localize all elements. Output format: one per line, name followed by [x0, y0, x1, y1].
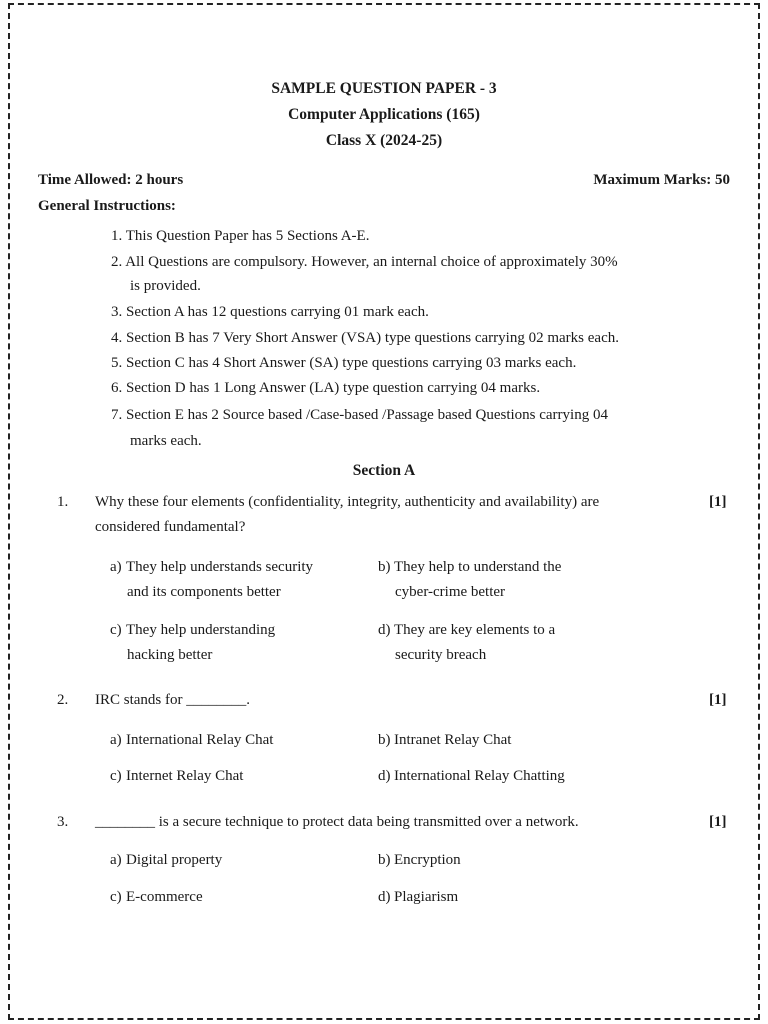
instruction-text: This Question Paper has 5 Sections A-E.	[125, 228, 370, 244]
option-letter: b)	[378, 732, 391, 748]
answer-option[interactable]	[110, 764, 243, 789]
instruction-number: 5.	[111, 355, 123, 371]
paper-subject: Computer Applications (165)	[288, 106, 480, 123]
question-text: ________ is a secure technique to protect data being transmitted over a network.	[95, 814, 579, 830]
option-text: Plagiarism	[394, 889, 459, 905]
instruction-item	[111, 330, 619, 347]
answer-option[interactable]	[378, 618, 555, 668]
option-letter: c)	[110, 768, 122, 784]
instruction-text: Section D has 1 Long Answer (LA) type question carrying 04 marks.	[126, 380, 541, 396]
option-text-continued: cyber-crime better	[395, 584, 506, 600]
answer-option[interactable]	[110, 728, 273, 753]
question-number: 3.	[57, 814, 69, 830]
instruction-number: 6.	[111, 380, 123, 396]
answer-option[interactable]	[378, 728, 511, 753]
option-text: They are key elements to a	[394, 622, 556, 638]
question-number: 2.	[57, 692, 69, 708]
answer-option[interactable]	[378, 555, 561, 605]
option-text: They help understands security	[126, 559, 314, 575]
instruction-number: 7.	[111, 407, 123, 423]
instruction-item	[111, 304, 429, 321]
answer-option[interactable]	[110, 555, 313, 605]
instruction-text-continued: is provided.	[130, 278, 201, 294]
option-text-continued: and its components better	[127, 584, 281, 600]
option-text: E-commerce	[126, 889, 203, 905]
option-letter: d)	[378, 889, 391, 905]
dashed-border-bottom	[8, 1018, 760, 1020]
answer-option[interactable]	[378, 764, 565, 789]
instruction-item	[111, 355, 576, 372]
instruction-item	[111, 254, 618, 271]
option-letter: d)	[378, 768, 391, 784]
option-letter: d)	[378, 622, 391, 638]
option-letter: a)	[110, 559, 122, 575]
answer-option[interactable]	[378, 848, 461, 873]
instruction-text: Section E has 2 Source based /Case-based /Passage based Questions carrying 04	[126, 407, 608, 423]
instruction-item	[111, 407, 608, 424]
option-text-continued: hacking better	[127, 647, 213, 663]
dashed-border-right	[758, 3, 760, 1020]
dashed-border-left	[8, 3, 10, 1020]
option-text: International Relay Chatting	[394, 768, 565, 784]
maximum-marks: Maximum Marks: 50	[593, 172, 730, 188]
option-letter: b)	[378, 559, 391, 575]
instruction-number: 4.	[111, 330, 123, 346]
answer-option[interactable]	[110, 885, 203, 910]
question-text: IRC stands for ________.	[95, 692, 250, 708]
paper-class-year: Class X (2024-25)	[325, 132, 443, 149]
instruction-text: Section C has 4 Short Answer (SA) type questions carrying 03 marks each.	[126, 355, 577, 371]
option-text: They help to understand the	[394, 559, 562, 575]
option-text: Internet Relay Chat	[126, 768, 244, 784]
option-text: Encryption	[394, 852, 461, 868]
question-number: 1.	[57, 494, 69, 510]
answer-option[interactable]	[110, 618, 275, 668]
option-letter: b)	[378, 852, 391, 868]
option-text-continued: security breach	[395, 647, 487, 663]
option-text: International Relay Chat	[126, 732, 274, 748]
time-allowed: Time Allowed: 2 hours	[38, 172, 184, 188]
instruction-text: Section B has 7 Very Short Answer (VSA) type questions carrying 02 marks each.	[126, 330, 619, 346]
section-a-heading: Section A	[352, 462, 416, 479]
instruction-item	[111, 228, 369, 245]
option-letter: a)	[110, 852, 122, 868]
question-marks: [1]	[709, 494, 727, 510]
answer-option[interactable]	[110, 848, 222, 873]
option-text: Digital property	[126, 852, 223, 868]
instruction-number: 2.	[111, 254, 123, 270]
question-marks: [1]	[709, 814, 727, 830]
instruction-number: 3.	[111, 304, 123, 320]
question-text-continued: considered fundamental?	[95, 519, 246, 535]
paper-title: SAMPLE QUESTION PAPER - 3	[271, 80, 497, 97]
option-text: Intranet Relay Chat	[394, 732, 512, 748]
option-text: They help understanding	[126, 622, 276, 638]
instruction-number: 1.	[111, 228, 123, 244]
option-letter: a)	[110, 732, 122, 748]
option-letter: c)	[110, 622, 122, 638]
instruction-item	[111, 380, 540, 397]
instructions-heading: General Instructions:	[38, 198, 176, 214]
answer-option[interactable]	[378, 885, 458, 910]
question-marks: [1]	[709, 692, 727, 708]
dashed-border-top	[8, 3, 760, 5]
option-letter: c)	[110, 889, 122, 905]
instruction-text: Section A has 12 questions carrying 01 mark each.	[126, 304, 429, 320]
instruction-text: All Questions are compulsory. However, an internal choice of approximately 30%	[125, 254, 618, 270]
question-text: Why these four elements (confidentiality, integrity, authenticity and availability) are	[95, 494, 600, 510]
instruction-text-continued: marks each.	[130, 433, 202, 449]
